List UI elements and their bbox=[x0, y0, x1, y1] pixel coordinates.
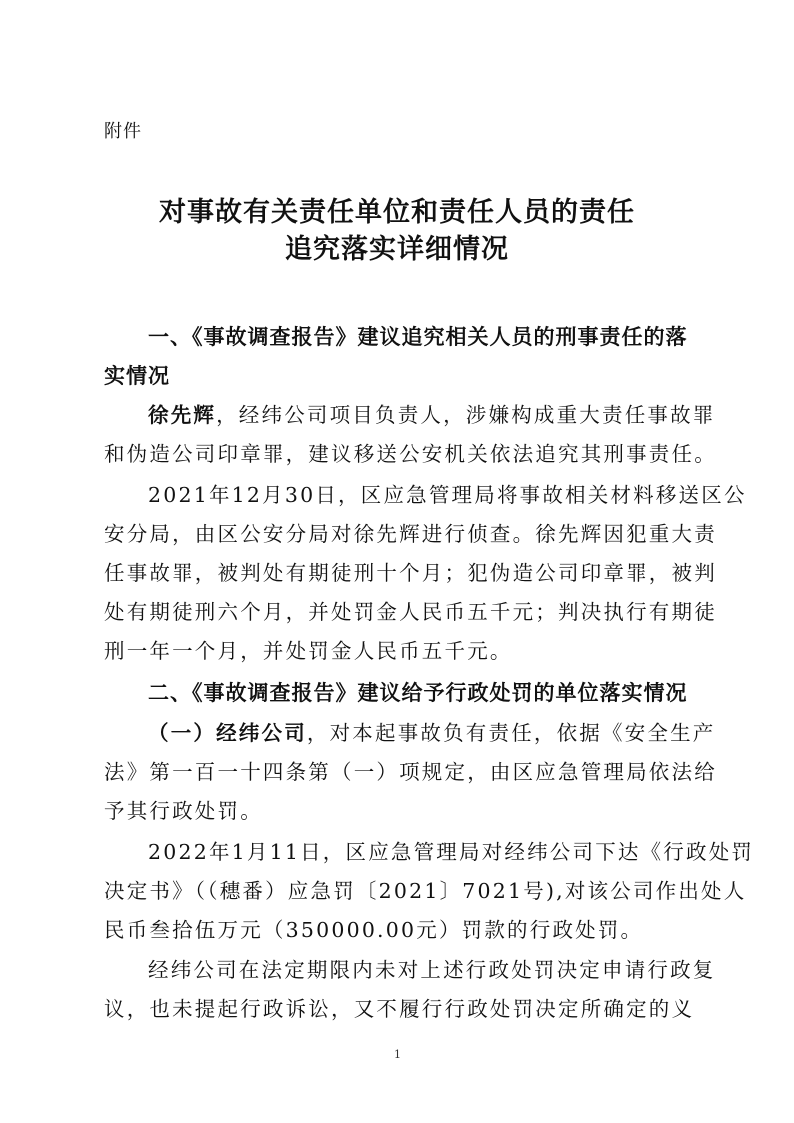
section1-p1-line1-text: ，经纬公司项目负责人，涉嫌构成重大责任事故罪 bbox=[216, 403, 716, 427]
section2-p1-line3: 予其行政处罚。 bbox=[104, 799, 263, 823]
section1-p1-line1 bbox=[104, 405, 748, 426]
section1-p2-line3: 任事故罪，被判处有期徒刑十个月；犯伪造公司印章罪，被判 bbox=[104, 561, 717, 585]
section2-p3-line2: 议，也未提起行政诉讼，又不履行行政处罚决定所确定的义 bbox=[104, 997, 695, 1021]
section2-p1-line2: 法》第一百一十四条第（一）项规定，由区应急管理局依法给 bbox=[104, 760, 717, 784]
document-title-line2: 追究落实详细情况 bbox=[285, 234, 509, 265]
section1-heading-line2: 实情况 bbox=[104, 364, 170, 388]
document-title-line1: 对事故有关责任单位和责任人员的责任 bbox=[159, 197, 635, 228]
section2-p2-line3: 民币叁拾伍万元（350000.00元）罚款的行政处罚。 bbox=[104, 918, 644, 942]
page-number: 1 bbox=[394, 1048, 401, 1061]
section2-heading: 二、《事故调查报告》建议给予行政处罚的单位落实情况 bbox=[148, 681, 688, 705]
section1-heading-line1: 一、《事故调查报告》建议追究相关人员的刑事责任的落 bbox=[148, 325, 688, 349]
section2-p2-line1: 2022年1月11日，区应急管理局对经纬公司下达《行政处罚 bbox=[148, 840, 755, 864]
person-name: 徐先辉 bbox=[148, 403, 217, 427]
section1-p2-line2: 安分局，由区公安分局对徐先辉进行侦查。徐先辉因犯重大责 bbox=[104, 522, 717, 546]
section2-p1-line1 bbox=[104, 723, 748, 744]
section2-p1-line1-text: ，对本起事故负有责任，依据《安全生产 bbox=[306, 721, 716, 745]
section2-p2-line2: 决定书》（（穗番）应急罚〔2021〕7021号),对该公司作出处人 bbox=[104, 879, 747, 903]
section1-p2-line5: 刑一年一个月，并处罚金人民币五千元。 bbox=[104, 639, 513, 663]
section1-p1-line2: 和伪造公司印章罪，建议移送公安机关依法追究其刑事责任。 bbox=[104, 442, 717, 466]
section1-p2-line1: 2021年12月30日，区应急管理局将事故相关材料移送区公 bbox=[148, 483, 747, 507]
section2-p3-line1: 经纬公司在法定期限内未对上述行政处罚决定申请行政复 bbox=[148, 958, 716, 982]
section1-p2-line4: 处有期徒刑六个月，并处罚金人民币五千元；判决执行有期徒 bbox=[104, 600, 717, 624]
attachment-label: 附件 bbox=[104, 121, 142, 142]
company-label: （一）经纬公司 bbox=[148, 721, 307, 745]
